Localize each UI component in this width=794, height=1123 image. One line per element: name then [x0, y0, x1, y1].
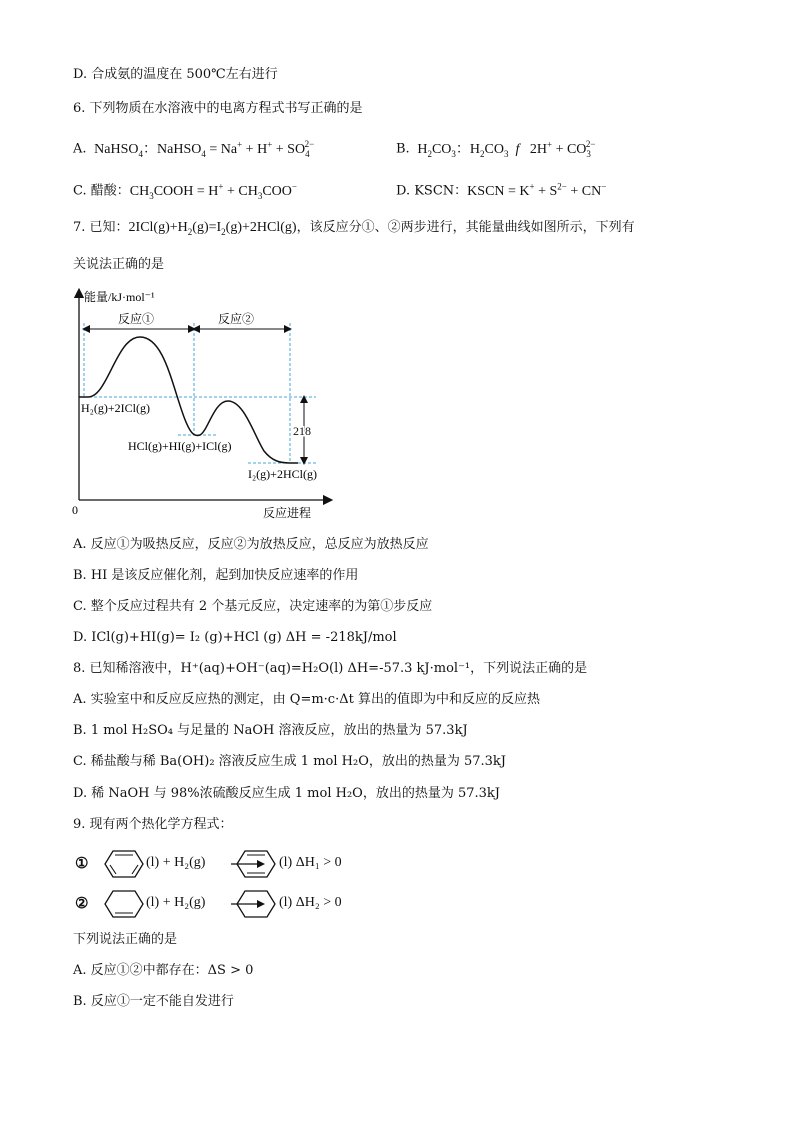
delta-label: 218 [293, 424, 311, 438]
q7-stem: 7. 已知：$2ICl(g)+H_2(g)=I_2(g)+2HCl(g)$，该反应分①、②两步进行，其能量曲线如图所示，下列有 [73, 220, 635, 237]
origin-label: 0 [72, 503, 78, 517]
cyclohexane-icon [235, 889, 277, 919]
energy-diagram [68, 285, 338, 525]
q7-option-d: D. ICl(g)+HI(g)= I₂ (g)+HCl (g) ΔH = -218kJ/mol [73, 630, 397, 645]
q7-option-b: B. HI 是该反应催化剂，起到加快反应速率的作用 [73, 568, 359, 583]
q8-option-a: A. 实验室中和反应反应热的测定，由 Q=m·c·Δt 算出的值即为中和反应的反应热 [73, 692, 540, 707]
products-label: I₂(g)+2HCl(g) [248, 467, 317, 481]
q7-option-c: C. 整个反应过程共有 2 个基元反应，决定速率的为第①步反应 [73, 599, 433, 614]
cyclohexene-icon [103, 889, 145, 919]
intermediate-label: HCl(g)+HI(g)+ICl(g) [128, 439, 232, 453]
q5-option-d: D. 合成氨的温度在 500℃左右进行 [73, 67, 278, 82]
segment-2-label: 反应② [218, 312, 255, 326]
x-axis-label: 反应进程 [263, 506, 312, 520]
q8-option-d: D. 稀 NaOH 与 98%浓硫酸反应生成 1 mol H₂O，放出的热量为 57.3kJ [73, 786, 500, 801]
reactants-label: H₂(g)+2ICl(g) [81, 401, 150, 415]
q9-prompt: 下列说法正确的是 [73, 932, 178, 947]
q9-option-a: A. 反应①②中都存在：ΔS > 0 [73, 963, 254, 978]
q7-option-a: A. 反应①为吸热反应，反应②为放热反应，总反应为放热反应 [73, 537, 429, 552]
benzene-icon [103, 849, 145, 879]
eq1-marker: ① [75, 854, 89, 872]
segment-1-label: 反应① [118, 312, 155, 326]
y-axis-label: 能量/kJ·mol⁻¹ [84, 290, 155, 304]
q8-stem: 8. 已知稀溶液中，H⁺(aq)+OH⁻(aq)=H₂O(l) ΔH=-57.3 kJ·mol⁻¹，下列说法正确的是 [73, 661, 588, 676]
q6-stem: 6. 下列物质在水溶液中的电离方程式书写正确的是 [73, 101, 363, 116]
q6-option-b: B. $H_2CO_3$：$H_2CO_3$ f $2H^+ + CO_3^{2-}$ [396, 139, 596, 159]
q6-option-d: D. KSCN：KSCN = $K^+ + S^{2-} + CN^-$ [396, 181, 607, 199]
q7-stem-cont: 关说法正确的是 [73, 257, 165, 272]
q8-option-b: B. 1 mol H₂SO₄ 与足量的 NaOH 溶液反应，放出的热量为 57.3kJ [73, 723, 468, 738]
q9-stem: 9. 现有两个热化学方程式： [73, 817, 233, 832]
q9-option-b: B. 反应①一定不能自发进行 [73, 994, 234, 1009]
cyclohexadiene-icon [235, 849, 277, 879]
eq2-marker: ② [75, 894, 89, 912]
q6-option-c: C. 醋酸：$CH_3COOH = H^+ + CH_3COO^-$ [73, 181, 297, 201]
q8-option-c: C. 稀盐酸与稀 Ba(OH)₂ 溶液反应生成 1 mol H₂O，放出的热量为 57.3kJ [73, 754, 507, 769]
q6-option-a: A. NaHSO$_4$：NaHSO$_4$ = $Na^+ + H^+ + SO_4^{2-}$ [73, 139, 315, 159]
